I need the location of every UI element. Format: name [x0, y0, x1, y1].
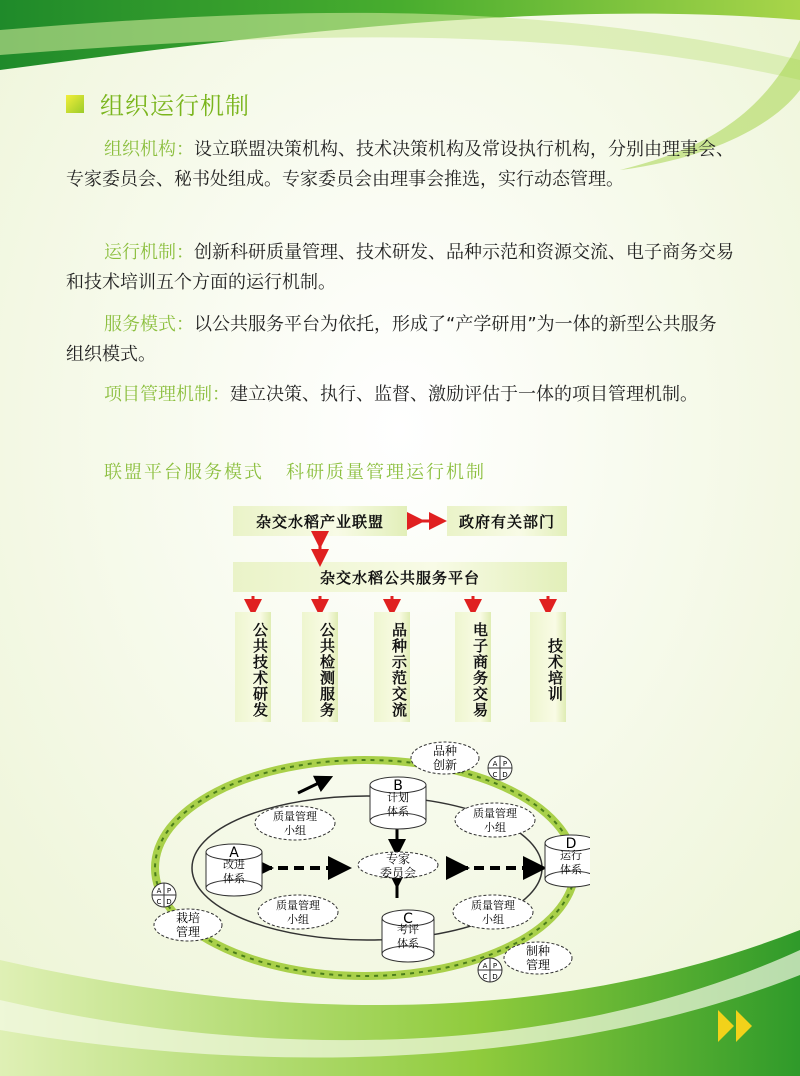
svg-text:D: D	[502, 771, 508, 779]
svg-text:品种创新: 品种创新	[432, 744, 458, 772]
svg-text:C: C	[403, 911, 413, 927]
svg-text:专家委员会: 专家委员会	[379, 852, 417, 880]
svg-text:栽培管理: 栽培管理	[175, 911, 201, 939]
heading-square-icon	[66, 95, 84, 113]
service-box-ecommerce: 电子商务交易	[455, 612, 491, 722]
quality-cycle-diagram	[140, 740, 590, 990]
svg-text:C: C	[156, 898, 162, 906]
system-d	[545, 835, 590, 887]
service-box-tech-rd: 公共技术研发	[235, 612, 271, 722]
svg-text:考评体系: 考评体系	[397, 923, 419, 950]
subtitle-service-model: 联盟平台服务模式	[104, 462, 264, 483]
svg-text:运行体系: 运行体系	[560, 849, 582, 876]
system-a	[206, 844, 262, 896]
next-page-icon[interactable]	[716, 1006, 756, 1046]
pdca-wheel-icon	[488, 756, 512, 780]
pdca-wheel-icon	[478, 958, 502, 982]
alliance-box: 杂交水稻产业联盟	[233, 506, 407, 536]
system-c	[382, 910, 434, 962]
svg-text:P: P	[492, 962, 498, 970]
svg-text:D: D	[565, 836, 577, 852]
government-box: 政府有关部门	[447, 506, 567, 536]
system-b	[370, 777, 426, 829]
svg-text:P: P	[502, 760, 508, 768]
svg-text:A: A	[229, 845, 239, 861]
svg-text:质量管理小组: 质量管理小组	[276, 899, 320, 926]
platform-box: 杂交水稻公共服务平台	[233, 562, 567, 592]
svg-text:D: D	[492, 973, 498, 981]
service-box-training: 技术培训	[530, 612, 566, 722]
svg-text:质量管理小组: 质量管理小组	[273, 810, 317, 837]
paragraph-project-management: 项目管理机制：建立决策、执行、监督、激励评估于一体的项目管理机制。	[104, 384, 698, 405]
paragraph-service-model: 服务模式：以公共服务平台为依托，形成了“产学研用”为一体的新型公共服务组织模式。	[66, 314, 717, 365]
service-box-demo: 品种示范交流	[374, 612, 410, 722]
pdca-wheel-icon	[152, 883, 176, 907]
direction-arrow-icon	[298, 780, 325, 793]
heading-text: 组织运行机制	[100, 92, 250, 120]
svg-text:P: P	[166, 887, 172, 895]
svg-text:C: C	[492, 771, 498, 779]
svg-text:A: A	[156, 887, 162, 895]
svg-text:制种管理: 制种管理	[525, 944, 551, 972]
diagram-subtitles	[104, 458, 508, 484]
subtitle-quality-mechanism: 科研质量管理运行机制	[286, 462, 486, 483]
svg-text:质量管理小组: 质量管理小组	[473, 807, 517, 834]
svg-text:D: D	[166, 898, 172, 906]
svg-text:B: B	[393, 778, 403, 794]
service-box-testing: 公共检测服务	[302, 612, 338, 722]
svg-text:计划体系: 计划体系	[387, 791, 409, 818]
org-chart-arrows	[220, 500, 580, 620]
svg-text:A: A	[482, 962, 488, 970]
svg-text:改进体系: 改进体系	[223, 858, 245, 885]
svg-text:A: A	[492, 760, 498, 768]
section-heading	[66, 86, 250, 121]
paragraph-operation: 运行机制：创新科研质量管理、技术研发、品种示范和资源交流、电子商务交易和技术培训五个方面的运行机制。	[66, 242, 734, 293]
svg-text:C: C	[482, 973, 488, 981]
paragraph-org-structure: 组织机构：设立联盟决策机构、技术决策机构及常设执行机构，分别由理事会、专家委员会、秘书处组成。专家委员会由理事会推选，实行动态管理。	[66, 139, 734, 190]
svg-text:质量管理小组: 质量管理小组	[471, 899, 515, 926]
